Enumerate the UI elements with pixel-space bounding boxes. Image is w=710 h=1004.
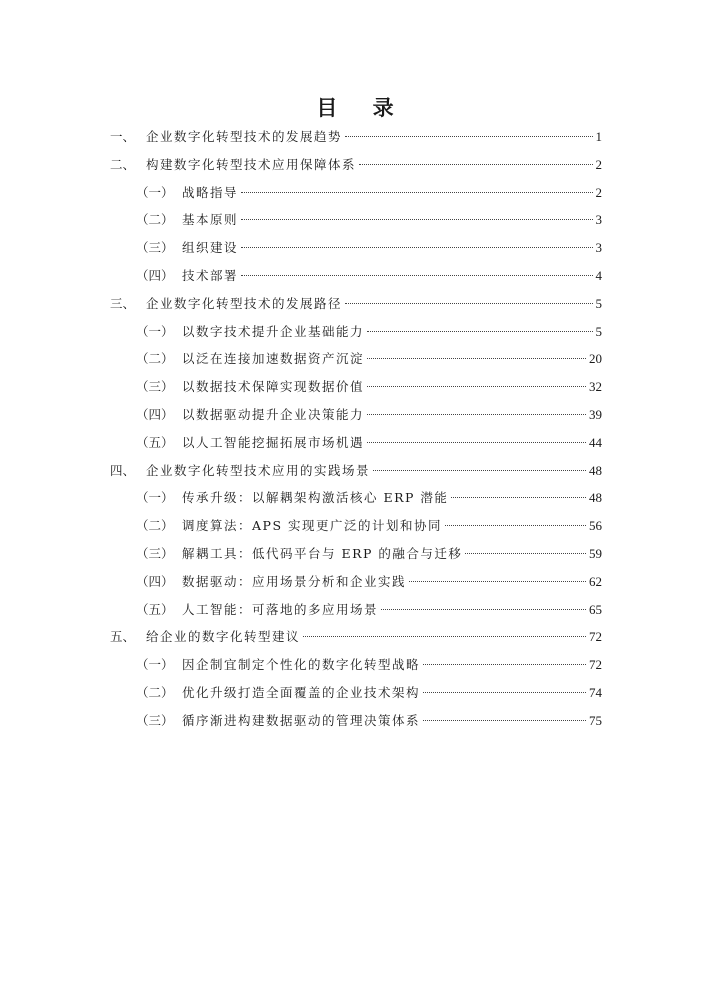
toc-page-number: 48 <box>589 462 602 478</box>
toc-dot-leader <box>345 303 592 304</box>
toc-entry <box>146 461 602 481</box>
toc-section-row[interactable] <box>0 683 710 703</box>
toc-entry <box>182 405 602 425</box>
toc-section-row[interactable] <box>0 711 710 731</box>
toc-entry-number: 三、 <box>110 295 136 311</box>
toc-entry-number: （二） <box>136 351 174 367</box>
toc-entry <box>182 183 602 203</box>
toc-entry <box>146 127 602 147</box>
toc-dot-leader <box>241 192 592 193</box>
toc-entry-number: （三） <box>136 379 174 395</box>
toc-page-number: 72 <box>589 629 602 645</box>
toc-entry-number: （五） <box>136 601 174 617</box>
toc-page-number: 39 <box>589 407 602 422</box>
toc-entry-number: （四） <box>136 573 174 589</box>
toc-dot-leader <box>465 553 586 554</box>
toc-dot-leader <box>241 219 592 220</box>
toc-entry-number: （一） <box>136 490 174 506</box>
toc-page-number: 72 <box>589 657 602 673</box>
toc-dot-leader <box>241 275 592 276</box>
toc-entry <box>182 238 602 258</box>
toc-entry-label: 基本原则 <box>182 212 239 228</box>
toc-entry-label: 以数据技术保障实现数据价值 <box>182 379 365 395</box>
toc-dot-leader <box>367 386 586 387</box>
toc-dot-leader <box>345 136 592 137</box>
toc-entry-number: （三） <box>136 546 174 561</box>
toc-entry <box>182 572 602 592</box>
toc-entry-label: 因企制宜制定个性化的数字化转型战略 <box>182 657 421 673</box>
toc-section-row[interactable] <box>0 183 710 203</box>
toc-entry <box>146 155 602 175</box>
toc-page-number: 3 <box>595 240 602 256</box>
toc-section-row[interactable] <box>0 238 710 258</box>
toc-dot-leader <box>359 164 592 165</box>
toc-chapter-row[interactable] <box>0 155 710 175</box>
toc-dot-leader <box>367 331 592 332</box>
toc-entry-number: （一） <box>136 184 174 200</box>
toc-section-row[interactable] <box>0 516 710 536</box>
toc-entry-number: （一） <box>136 323 174 339</box>
toc-dot-leader <box>303 636 586 637</box>
toc-entry <box>182 655 602 675</box>
toc-dot-leader <box>451 497 586 498</box>
toc-entry-number: 二、 <box>110 156 136 172</box>
toc-chapter-row[interactable] <box>0 627 710 647</box>
toc-page-number: 65 <box>589 601 602 617</box>
toc-page-number: 3 <box>595 212 602 228</box>
toc-page-number: 59 <box>589 546 602 561</box>
toc-entry <box>182 349 602 369</box>
toc-entry <box>182 210 602 230</box>
toc-page-number: 20 <box>589 351 602 367</box>
toc-entry-label: 人工智能：可落地的多应用场景 <box>182 601 379 617</box>
toc-entry-label: 以数据驱动提升企业决策能力 <box>182 407 365 422</box>
toc-section-row[interactable] <box>0 210 710 230</box>
toc-entry-label: 传承升级：以解耦架构激活核心 ERP 潜能 <box>182 490 449 506</box>
toc-section-row[interactable] <box>0 544 710 564</box>
toc-entry-number: 五、 <box>110 629 136 645</box>
toc-entry-label: 以数字技术提升企业基础能力 <box>182 323 365 339</box>
toc-entry-number: （四） <box>136 268 174 283</box>
toc-entry-label: 战略指导 <box>182 184 239 200</box>
toc-dot-leader <box>367 442 586 443</box>
toc-entry-number: （二） <box>136 518 174 534</box>
toc-entry-label: 企业数字化转型技术的发展路径 <box>146 295 343 311</box>
toc-section-row[interactable] <box>0 377 710 397</box>
toc-dot-leader <box>367 358 586 359</box>
toc-entry-number: （二） <box>136 685 174 700</box>
toc-entry-label: 给企业的数字化转型建议 <box>146 629 301 645</box>
toc-entry <box>146 294 602 314</box>
toc-entry-number: （三） <box>136 240 174 256</box>
toc-entry-number: （五） <box>136 434 174 450</box>
toc-page-number: 32 <box>589 379 602 395</box>
toc-entry <box>182 433 602 453</box>
toc-dot-leader <box>381 609 586 610</box>
toc-dot-leader <box>409 581 586 582</box>
toc-page-number: 2 <box>595 184 602 200</box>
toc-dot-leader <box>423 664 586 665</box>
toc-entry <box>182 516 602 536</box>
toc-entry <box>182 711 602 731</box>
toc-entry-label: 企业数字化转型技术应用的实践场景 <box>146 462 371 478</box>
toc-section-row[interactable] <box>0 655 710 675</box>
toc-entry <box>182 600 602 620</box>
toc-entry-label: 企业数字化转型技术的发展趋势 <box>146 129 343 144</box>
toc-entry-number: （三） <box>136 712 174 728</box>
toc-page-number: 2 <box>595 156 602 172</box>
toc-page-number: 48 <box>589 490 602 506</box>
toc-entry-label: 技术部署 <box>182 268 239 283</box>
toc-page-number: 44 <box>589 434 602 450</box>
toc-entry <box>182 488 602 508</box>
toc-entry-label: 组织建设 <box>182 240 239 256</box>
toc-section-row[interactable] <box>0 572 710 592</box>
toc-section-row[interactable] <box>0 488 710 508</box>
toc-page-number: 75 <box>589 712 602 728</box>
toc-section-row[interactable] <box>0 266 710 286</box>
toc-dot-leader <box>367 414 586 415</box>
toc-entry-label: 调度算法：APS 实现更广泛的计划和协同 <box>182 518 442 534</box>
toc-entry-number: （二） <box>136 212 174 228</box>
toc-entry-label: 优化升级打造全面覆盖的企业技术架构 <box>182 685 421 700</box>
toc-page-number: 74 <box>589 685 602 700</box>
toc-entry-label: 以泛在连接加速数据资产沉淀 <box>182 351 365 367</box>
toc-page-number: 4 <box>595 268 602 283</box>
toc-entry-label: 构建数字化转型技术应用保障体系 <box>146 156 357 172</box>
toc-dot-leader <box>423 692 586 693</box>
toc-entry-number: 四、 <box>110 462 136 478</box>
toc-page-number: 1 <box>595 129 602 144</box>
toc-dot-leader <box>241 247 592 248</box>
toc-entry <box>182 266 602 286</box>
toc-dot-leader <box>423 720 586 721</box>
toc-entry <box>182 683 602 703</box>
toc-page-number: 5 <box>595 323 602 339</box>
toc-chapter-row[interactable] <box>0 127 710 147</box>
toc-section-row[interactable] <box>0 322 710 342</box>
toc-entry-label: 解耦工具：低代码平台与 ERP 的融合与迁移 <box>182 546 463 561</box>
toc-entry-label: 循序渐进构建数据驱动的管理决策体系 <box>182 712 421 728</box>
toc-chapter-row[interactable] <box>0 294 710 314</box>
toc-section-row[interactable] <box>0 433 710 453</box>
toc-entry <box>182 544 602 564</box>
toc-chapter-row[interactable] <box>0 461 710 481</box>
toc-section-row[interactable] <box>0 405 710 425</box>
toc-page-number: 5 <box>595 295 602 311</box>
toc-entry-number: （一） <box>136 657 174 673</box>
toc-entry <box>182 377 602 397</box>
toc-dot-leader <box>445 525 586 526</box>
toc-dot-leader <box>373 470 586 471</box>
toc-entry-label: 数据驱动：应用场景分析和企业实践 <box>182 573 407 589</box>
toc-entry-number: （四） <box>136 407 174 422</box>
toc-page-number: 56 <box>589 518 602 534</box>
toc-entry <box>182 322 602 342</box>
toc-page-number: 62 <box>589 573 602 589</box>
toc-section-row[interactable] <box>0 600 710 620</box>
toc-section-row[interactable] <box>0 349 710 369</box>
toc-entry-label: 以人工智能挖掘拓展市场机遇 <box>182 434 365 450</box>
toc-entry <box>146 627 602 647</box>
page-title: 目 录 <box>316 96 408 120</box>
toc-entry-number: 一、 <box>110 129 136 144</box>
